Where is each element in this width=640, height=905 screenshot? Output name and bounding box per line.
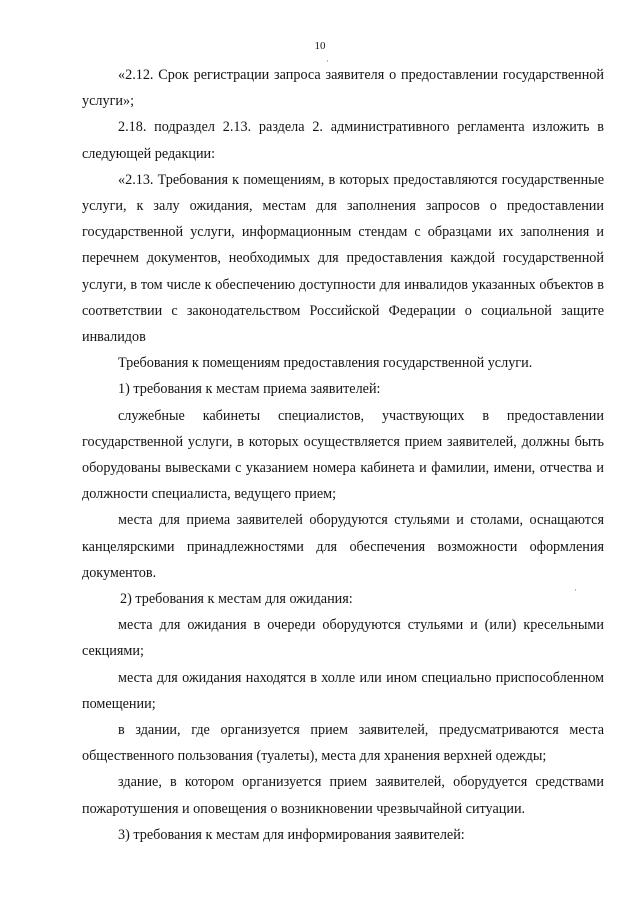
paragraph-waiting-places: 2) требования к местам для ожидания: [120,591,353,608]
scan-speck: · [326,56,329,66]
paragraph-waiting-seating: места для ожидания в очереди оборудуются стульями и (или) кресельными секциями; [82,617,604,660]
paragraph-waiting-location: места для ожидания находятся в холле или ином специально приспособленном помещении; [82,669,604,712]
paragraph-public-facilities: в здании, где организуется прием заявителей, предусматриваются места общественного пользования (туалеты), места для хранения верхней одежды; [82,722,604,765]
paragraph-2-12-title: «2.12. Срок регистрации запроса заявителя о предоставлении государственной услуги»; [82,67,604,110]
scan-speck: · [574,585,577,595]
page-number: 10 [314,40,326,52]
paragraph-2-18-amendment: 2.18. подраздел 2.13. раздела 2. административного регламента изложить в следующей редакции: [82,119,604,162]
paragraph-information-places: 3) требования к местам для информирования заявителей: [118,826,465,843]
paragraph-2-13-heading: «2.13. Требования к помещениям, в которых предоставляются государственные услуги, к залу ожидания, местам для заполнения запросов о предоставлении государственной услуги, информационным стендам с образцами их заполнения и перечнем документов, необходимых для предоставления каждой государственной услуги, в том числе к обеспечению доступности для инвалидов указанных объектов в соответствии с законодательством Российской Федерации о социальной защите инвалидов [82,171,604,346]
document-body [82,62,604,848]
paragraph-premises-requirements: Требования к помещениям предоставления государственной услуги. [118,355,533,372]
paragraph-fire-safety: здание, в котором организуется прием заявителей, оборудуется средствами пожаротушения и оповещения о возникновении чрезвычайной ситуации. [82,774,604,817]
paragraph-reception-furniture: места для приема заявителей оборудуются стульями и столами, оснащаются канцелярскими принадлежностями для обеспечения возможности оформления документов. [82,512,604,581]
paragraph-offices: служебные кабинеты специалистов, участвующих в предоставлении государственной услуги, в которых осуществляется прием заявителей, должны быть оборудованы вывесками с указанием номера кабинета и фамилии, имени, отчества и должности специалиста, ведущего прием; [82,407,604,503]
paragraph-reception-places: 1) требования к местам приема заявителей: [118,381,381,398]
